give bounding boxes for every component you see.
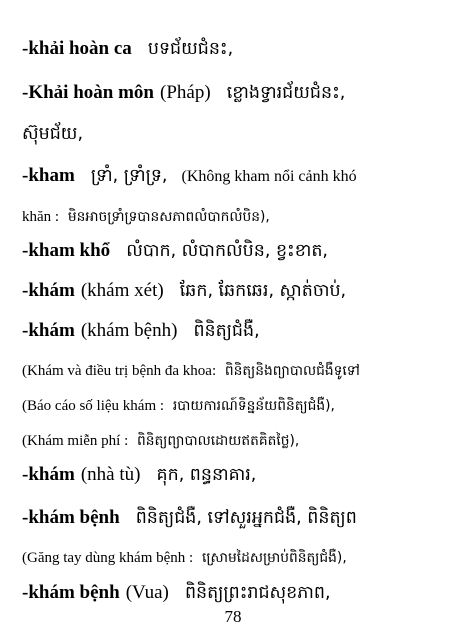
parenthetical: (khám bệnh) [80,320,178,341]
headword: -khám bệnh [22,582,120,603]
example: (Báo cáo số liệu khám : [22,398,165,414]
headword: -khải hoàn ca [22,38,132,59]
khmer-definition: ពិនិត្យព្រះរាជសុខភាព, [184,583,331,603]
khmer-definition: ពិនិត្យជំងឺ, ទៅសួរអ្នកជំងឺ, ពិនិត្យព [135,508,357,528]
parenthetical: (Vua) [125,582,169,603]
entry-kham [22,163,452,189]
example: (Găng tay dùng khám bệnh : [22,550,194,566]
khmer-definition: មិនអាចទ្រាំទ្របានសភាពលំបាកលំបិន), [67,209,270,225]
entry-kham-benh-vua [22,580,452,605]
entry-continuation [22,121,452,146]
entry-kham-example-cont [22,204,452,229]
entry-kham-nha-tu [22,462,452,487]
headword: -khám [22,464,75,485]
entry-kham-benh [22,318,452,343]
khmer-definition: ទ្រាំ, ទ្រាំទ្រ, [90,166,168,186]
page-number: 78 [224,607,242,626]
khmer-definition: ឆែក, ឆែកឆេរ, ស្កាត់ចាប់, [179,281,347,301]
example: khăn : [22,209,60,225]
example: (Khám miễn phí : [22,433,129,449]
headword: -kham [22,165,75,186]
entry-kham-benh-2 [22,505,452,530]
khmer-definition: ពិនិត្យព្យាបាលដោយឥតគិតថ្លៃ), [137,433,300,449]
example-gang-tay [22,545,452,570]
example-bao-cao [22,393,452,418]
khmer-definition: គុក, ពន្ធនាគារ, [156,465,257,485]
example-kham-dieu-tri [22,358,452,383]
khmer-definition: ខ្លោងទ្វារជ័យជំនះ, [226,83,346,103]
khmer-definition: ស៊ុមជ័យ, [22,124,83,144]
headword: -khám [22,280,75,301]
parenthetical: (khám xét) [80,280,164,301]
headword: -khám [22,320,75,341]
khmer-definition: របាយការណ៍ទិន្នន័យពិនិត្យជំងឺ), [172,398,335,414]
khmer-definition: ពិនិត្យនិងព្យាបាលជំងឺទូទៅ [224,363,360,379]
example: (Khám và điều trị bệnh đa khoa: [22,363,217,379]
headword: -Khải hoàn môn [22,82,154,103]
khmer-definition: លំបាក, លំបាកលំបិន, ខ្វះខាត, [126,241,328,261]
parenthetical: (Pháp) [160,82,211,103]
entry-khai-hoan-mon [22,80,452,105]
entry-khai-hoan-ca [22,36,452,61]
entry-kham-xet [22,278,452,303]
headword: -khám bệnh [22,507,120,528]
khmer-definition: ពិនិត្យជំងឺ, [193,321,260,341]
example-mien-phi [22,428,452,453]
entry-kham-kho [22,238,452,263]
headword: -kham khổ [22,240,111,261]
example: (Không kham nổi cảnh khó [181,168,357,185]
khmer-definition: ស្រោមដៃសម្រាប់ពិនិត្យជំងឺ), [202,550,347,566]
khmer-definition: បទជ័យជំនះ, [147,39,234,59]
parenthetical: (nhà tù) [80,464,141,485]
